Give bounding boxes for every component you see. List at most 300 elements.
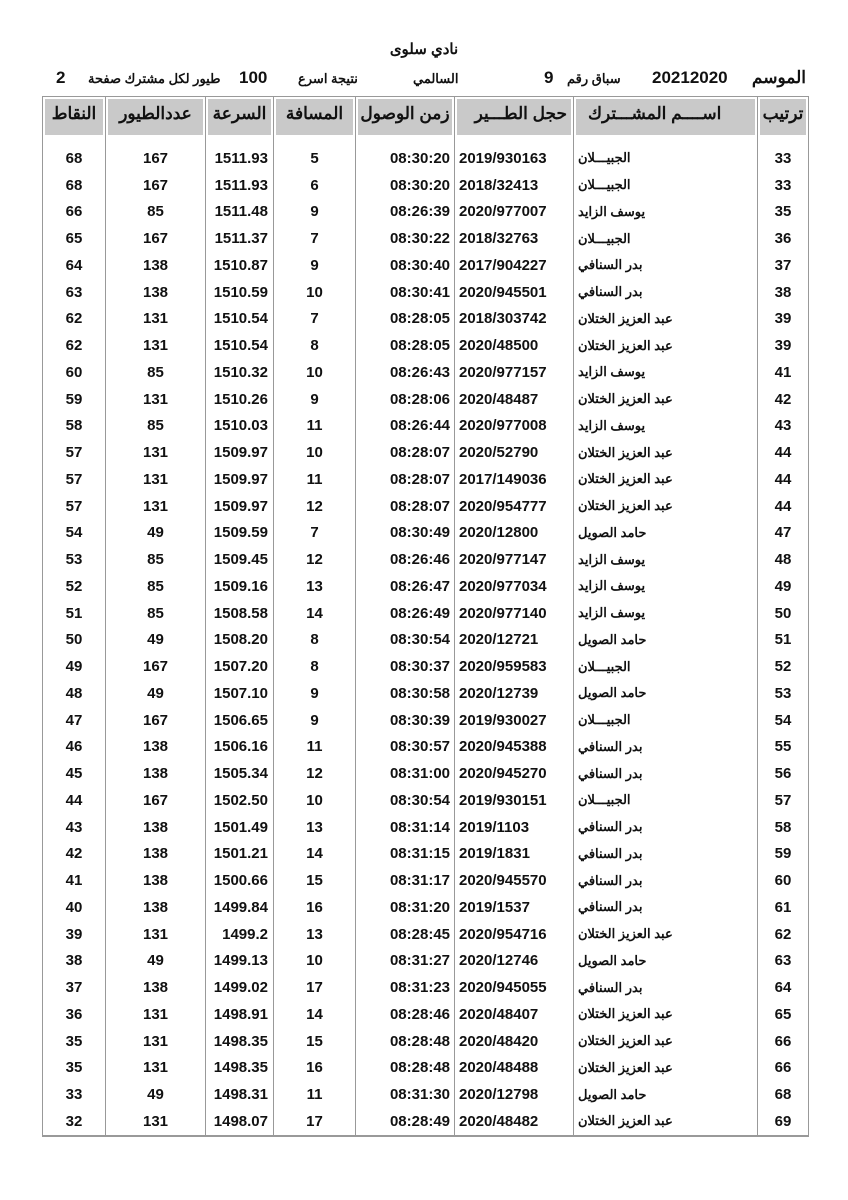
distance-cell: 13 bbox=[274, 921, 356, 948]
header-row bbox=[43, 97, 809, 138]
speed-cell: 1498.91 bbox=[206, 1001, 274, 1028]
header-distance-label: المسافة bbox=[276, 99, 353, 135]
arrival-time-cell: 08:28:06 bbox=[356, 386, 455, 413]
rank-cell: 39 bbox=[758, 306, 809, 333]
rank-cell: 54 bbox=[758, 707, 809, 734]
distance-cell: 7 bbox=[274, 520, 356, 547]
speed-cell: 1506.16 bbox=[206, 734, 274, 761]
distance-cell: 12 bbox=[274, 493, 356, 520]
header-arrival-time bbox=[356, 97, 455, 138]
table-row bbox=[43, 386, 809, 413]
table-row bbox=[43, 520, 809, 547]
speed-cell: 1499.13 bbox=[206, 948, 274, 975]
ring-number-cell: 2018/32413 bbox=[455, 172, 574, 199]
distance-cell: 14 bbox=[274, 600, 356, 627]
table-row bbox=[43, 332, 809, 359]
distance-cell: 6 bbox=[274, 172, 356, 199]
ring-number-cell: 2019/1537 bbox=[455, 894, 574, 921]
distance-cell: 13 bbox=[274, 814, 356, 841]
arrival-time-cell: 08:30:54 bbox=[356, 787, 455, 814]
member-name-cell: بدر السنافي bbox=[574, 841, 758, 868]
header-speed-label: السرعة bbox=[208, 99, 271, 135]
distance-cell: 16 bbox=[274, 894, 356, 921]
speed-cell: 1509.97 bbox=[206, 493, 274, 520]
points-cell: 68 bbox=[43, 172, 106, 199]
points-cell: 38 bbox=[43, 948, 106, 975]
distance-cell: 5 bbox=[274, 137, 356, 172]
ring-number-cell: 2020/945570 bbox=[455, 867, 574, 894]
arrival-time-cell: 08:31:20 bbox=[356, 894, 455, 921]
arrival-time-cell: 08:28:05 bbox=[356, 306, 455, 333]
results-body bbox=[43, 137, 809, 1136]
rank-cell: 43 bbox=[758, 413, 809, 440]
speed-cell: 1501.21 bbox=[206, 841, 274, 868]
points-cell: 54 bbox=[43, 520, 106, 547]
bird-count-cell: 167 bbox=[106, 787, 206, 814]
rank-cell: 57 bbox=[758, 787, 809, 814]
ring-number-cell: 2020/945501 bbox=[455, 279, 574, 306]
arrival-time-cell: 08:31:23 bbox=[356, 974, 455, 1001]
member-name-cell: الجبيـــلان bbox=[574, 653, 758, 680]
table-row bbox=[43, 413, 809, 440]
bird-count-cell: 167 bbox=[106, 707, 206, 734]
ring-number-cell: 2017/149036 bbox=[455, 466, 574, 493]
ring-number-cell: 2020/48487 bbox=[455, 386, 574, 413]
member-name-cell: حامد الصويل bbox=[574, 948, 758, 975]
distance-cell: 11 bbox=[274, 734, 356, 761]
ring-number-cell: 2018/32763 bbox=[455, 225, 574, 252]
member-name-cell: بدر السنافي bbox=[574, 814, 758, 841]
points-cell: 51 bbox=[43, 600, 106, 627]
member-name-cell: عبد العزيز الختلان bbox=[574, 439, 758, 466]
bird-count-cell: 131 bbox=[106, 466, 206, 493]
distance-cell: 9 bbox=[274, 252, 356, 279]
arrival-time-cell: 08:26:47 bbox=[356, 573, 455, 600]
distance-cell: 14 bbox=[274, 1001, 356, 1028]
table-row bbox=[43, 199, 809, 226]
table-row bbox=[43, 734, 809, 761]
table-row bbox=[43, 653, 809, 680]
points-cell: 66 bbox=[43, 199, 106, 226]
arrival-time-cell: 08:28:05 bbox=[356, 332, 455, 359]
table-row bbox=[43, 439, 809, 466]
bird-count-cell: 131 bbox=[106, 1001, 206, 1028]
speed-cell: 1506.65 bbox=[206, 707, 274, 734]
points-cell: 35 bbox=[43, 1028, 106, 1055]
bird-count-cell: 138 bbox=[106, 974, 206, 1001]
speed-cell: 1507.20 bbox=[206, 653, 274, 680]
distance-cell: 10 bbox=[274, 948, 356, 975]
member-name-cell: الجبيـــلان bbox=[574, 137, 758, 172]
bird-count-cell: 131 bbox=[106, 332, 206, 359]
rank-cell: 39 bbox=[758, 332, 809, 359]
rank-cell: 49 bbox=[758, 573, 809, 600]
arrival-time-cell: 08:26:46 bbox=[356, 546, 455, 573]
race-label: سباق رقم bbox=[567, 71, 621, 86]
distance-cell: 11 bbox=[274, 413, 356, 440]
arrival-time-cell: 08:28:49 bbox=[356, 1108, 455, 1136]
points-cell: 37 bbox=[43, 974, 106, 1001]
member-name-cell: عبد العزيز الختلان bbox=[574, 306, 758, 333]
bird-count-cell: 131 bbox=[106, 1108, 206, 1136]
header-rank-label: ترتيب bbox=[760, 99, 806, 135]
points-cell: 48 bbox=[43, 680, 106, 707]
points-cell: 68 bbox=[43, 137, 106, 172]
arrival-time-cell: 08:26:44 bbox=[356, 413, 455, 440]
table-row bbox=[43, 1001, 809, 1028]
ring-number-cell: 2020/52790 bbox=[455, 439, 574, 466]
rank-cell: 36 bbox=[758, 225, 809, 252]
rank-cell: 63 bbox=[758, 948, 809, 975]
rank-cell: 62 bbox=[758, 921, 809, 948]
distance-cell: 17 bbox=[274, 1108, 356, 1136]
bird-count-cell: 167 bbox=[106, 137, 206, 172]
member-name-cell: بدر السنافي bbox=[574, 974, 758, 1001]
table-row bbox=[43, 573, 809, 600]
bird-count-cell: 49 bbox=[106, 520, 206, 547]
table-row bbox=[43, 225, 809, 252]
table-row bbox=[43, 172, 809, 199]
speed-cell: 1499.2 bbox=[206, 921, 274, 948]
ring-number-cell: 2020/977147 bbox=[455, 546, 574, 573]
points-cell: 58 bbox=[43, 413, 106, 440]
table-row bbox=[43, 359, 809, 386]
distance-cell: 12 bbox=[274, 760, 356, 787]
speed-cell: 1498.35 bbox=[206, 1055, 274, 1082]
season-label: الموسم bbox=[751, 68, 806, 87]
table-row bbox=[43, 279, 809, 306]
ring-number-cell: 2017/904227 bbox=[455, 252, 574, 279]
points-cell: 42 bbox=[43, 841, 106, 868]
arrival-time-cell: 08:31:30 bbox=[356, 1081, 455, 1108]
distance-cell: 11 bbox=[274, 466, 356, 493]
bird-count-cell: 85 bbox=[106, 413, 206, 440]
bird-count-cell: 167 bbox=[106, 653, 206, 680]
arrival-time-cell: 08:30:22 bbox=[356, 225, 455, 252]
points-cell: 52 bbox=[43, 573, 106, 600]
distance-cell: 14 bbox=[274, 841, 356, 868]
points-cell: 44 bbox=[43, 787, 106, 814]
bird-count-cell: 131 bbox=[106, 1055, 206, 1082]
season-value: 20212020 bbox=[652, 68, 728, 87]
table-row bbox=[43, 787, 809, 814]
distance-cell: 10 bbox=[274, 279, 356, 306]
member-name-cell: الجبيـــلان bbox=[574, 787, 758, 814]
bird-count-cell: 138 bbox=[106, 279, 206, 306]
header-bird-count-label: عددالطيور bbox=[108, 99, 203, 135]
arrival-time-cell: 08:28:45 bbox=[356, 921, 455, 948]
arrival-time-cell: 08:30:49 bbox=[356, 520, 455, 547]
ring-number-cell: 2018/303742 bbox=[455, 306, 574, 333]
points-cell: 64 bbox=[43, 252, 106, 279]
arrival-time-cell: 08:31:00 bbox=[356, 760, 455, 787]
points-cell: 63 bbox=[43, 279, 106, 306]
table-row bbox=[43, 680, 809, 707]
table-row bbox=[43, 137, 809, 172]
member-name-cell: بدر السنافي bbox=[574, 894, 758, 921]
member-name-cell: يوسف الزايد bbox=[574, 573, 758, 600]
rank-cell: 60 bbox=[758, 867, 809, 894]
ring-number-cell: 2020/977140 bbox=[455, 600, 574, 627]
arrival-time-cell: 08:31:14 bbox=[356, 814, 455, 841]
speed-cell: 1498.35 bbox=[206, 1028, 274, 1055]
race-value: 9 bbox=[544, 68, 554, 87]
speed-cell: 1509.97 bbox=[206, 439, 274, 466]
header-rank bbox=[758, 97, 809, 138]
rank-cell: 66 bbox=[758, 1055, 809, 1082]
rank-cell: 53 bbox=[758, 680, 809, 707]
rank-cell: 35 bbox=[758, 199, 809, 226]
points-cell: 36 bbox=[43, 1001, 106, 1028]
header-member-name bbox=[574, 97, 758, 138]
speed-cell: 1510.32 bbox=[206, 359, 274, 386]
page-number: 2 bbox=[56, 68, 66, 87]
bird-count-cell: 49 bbox=[106, 948, 206, 975]
ring-number-cell: 2020/12798 bbox=[455, 1081, 574, 1108]
fastest-label: نتيجة اسرع bbox=[298, 71, 358, 86]
table-row bbox=[43, 974, 809, 1001]
distance-cell: 10 bbox=[274, 787, 356, 814]
member-name-cell: عبد العزيز الختلان bbox=[574, 1108, 758, 1136]
table-row bbox=[43, 252, 809, 279]
ring-number-cell: 2019/1103 bbox=[455, 814, 574, 841]
bird-count-cell: 138 bbox=[106, 894, 206, 921]
ring-number-cell: 2019/930163 bbox=[455, 137, 574, 172]
rank-cell: 64 bbox=[758, 974, 809, 1001]
arrival-time-cell: 08:28:48 bbox=[356, 1028, 455, 1055]
speed-cell: 1510.54 bbox=[206, 306, 274, 333]
points-cell: 57 bbox=[43, 493, 106, 520]
distance-cell: 17 bbox=[274, 974, 356, 1001]
speed-cell: 1510.59 bbox=[206, 279, 274, 306]
points-cell: 40 bbox=[43, 894, 106, 921]
fastest-value: 100 bbox=[239, 68, 268, 87]
arrival-time-cell: 08:30:20 bbox=[356, 137, 455, 172]
ring-number-cell: 2020/12746 bbox=[455, 948, 574, 975]
points-cell: 39 bbox=[43, 921, 106, 948]
table-row bbox=[43, 493, 809, 520]
arrival-time-cell: 08:31:15 bbox=[356, 841, 455, 868]
arrival-time-cell: 08:30:20 bbox=[356, 172, 455, 199]
arrival-time-cell: 08:31:27 bbox=[356, 948, 455, 975]
speed-cell: 1511.48 bbox=[206, 199, 274, 226]
speed-cell: 1511.37 bbox=[206, 225, 274, 252]
rank-cell: 33 bbox=[758, 172, 809, 199]
rank-cell: 37 bbox=[758, 252, 809, 279]
header-bird-count bbox=[106, 97, 206, 138]
table-row bbox=[43, 894, 809, 921]
arrival-time-cell: 08:26:49 bbox=[356, 600, 455, 627]
points-cell: 45 bbox=[43, 760, 106, 787]
points-cell: 35 bbox=[43, 1055, 106, 1082]
points-cell: 53 bbox=[43, 546, 106, 573]
points-cell: 41 bbox=[43, 867, 106, 894]
ring-number-cell: 2020/12721 bbox=[455, 627, 574, 654]
member-name-cell: عبد العزيز الختلان bbox=[574, 1001, 758, 1028]
member-name-cell: الجبيـــلان bbox=[574, 707, 758, 734]
ring-number-cell: 2020/954716 bbox=[455, 921, 574, 948]
table-row bbox=[43, 921, 809, 948]
rank-cell: 44 bbox=[758, 466, 809, 493]
member-name-cell: يوسف الزايد bbox=[574, 600, 758, 627]
speed-cell: 1510.54 bbox=[206, 332, 274, 359]
distance-cell: 15 bbox=[274, 867, 356, 894]
bird-count-cell: 49 bbox=[106, 627, 206, 654]
speed-cell: 1505.34 bbox=[206, 760, 274, 787]
per-member-label: طيور لكل مشترك صفحة bbox=[88, 71, 221, 86]
member-name-cell: يوسف الزايد bbox=[574, 199, 758, 226]
table-row bbox=[43, 1081, 809, 1108]
speed-cell: 1509.97 bbox=[206, 466, 274, 493]
member-name-cell: يوسف الزايد bbox=[574, 546, 758, 573]
member-name-cell: عبد العزيز الختلان bbox=[574, 386, 758, 413]
distance-cell: 7 bbox=[274, 225, 356, 252]
ring-number-cell: 2020/12739 bbox=[455, 680, 574, 707]
speed-cell: 1510.26 bbox=[206, 386, 274, 413]
speed-cell: 1511.93 bbox=[206, 137, 274, 172]
points-cell: 57 bbox=[43, 466, 106, 493]
rank-cell: 69 bbox=[758, 1108, 809, 1136]
table-row bbox=[43, 1028, 809, 1055]
points-cell: 60 bbox=[43, 359, 106, 386]
distance-cell: 15 bbox=[274, 1028, 356, 1055]
table-row bbox=[43, 948, 809, 975]
speed-cell: 1509.45 bbox=[206, 546, 274, 573]
distance-cell: 9 bbox=[274, 386, 356, 413]
rank-cell: 55 bbox=[758, 734, 809, 761]
distance-cell: 9 bbox=[274, 199, 356, 226]
arrival-time-cell: 08:28:07 bbox=[356, 439, 455, 466]
table-row bbox=[43, 600, 809, 627]
distance-cell: 11 bbox=[274, 1081, 356, 1108]
table-row bbox=[43, 627, 809, 654]
points-cell: 62 bbox=[43, 332, 106, 359]
rank-cell: 50 bbox=[758, 600, 809, 627]
member-name-cell: عبد العزيز الختلان bbox=[574, 1055, 758, 1082]
member-name-cell: بدر السنافي bbox=[574, 252, 758, 279]
member-name-cell: يوسف الزايد bbox=[574, 413, 758, 440]
table-row bbox=[43, 841, 809, 868]
table-row bbox=[43, 707, 809, 734]
ring-number-cell: 2020/977157 bbox=[455, 359, 574, 386]
distance-cell: 12 bbox=[274, 546, 356, 573]
member-name-cell: حامد الصويل bbox=[574, 520, 758, 547]
ring-number-cell: 2020/977008 bbox=[455, 413, 574, 440]
points-cell: 62 bbox=[43, 306, 106, 333]
arrival-time-cell: 08:30:57 bbox=[356, 734, 455, 761]
header-speed bbox=[206, 97, 274, 138]
arrival-time-cell: 08:28:46 bbox=[356, 1001, 455, 1028]
results-table bbox=[42, 96, 809, 1137]
points-cell: 65 bbox=[43, 225, 106, 252]
speed-cell: 1509.16 bbox=[206, 573, 274, 600]
points-cell: 47 bbox=[43, 707, 106, 734]
points-cell: 57 bbox=[43, 439, 106, 466]
rank-cell: 38 bbox=[758, 279, 809, 306]
member-name-cell: عبد العزيز الختلان bbox=[574, 466, 758, 493]
distance-cell: 10 bbox=[274, 359, 356, 386]
member-name-cell: بدر السنافي bbox=[574, 279, 758, 306]
ring-number-cell: 2020/48482 bbox=[455, 1108, 574, 1136]
ring-number-cell: 2019/1831 bbox=[455, 841, 574, 868]
member-name-cell: يوسف الزايد bbox=[574, 359, 758, 386]
rank-cell: 61 bbox=[758, 894, 809, 921]
bird-count-cell: 138 bbox=[106, 734, 206, 761]
bird-count-cell: 131 bbox=[106, 1028, 206, 1055]
points-cell: 33 bbox=[43, 1081, 106, 1108]
bird-count-cell: 138 bbox=[106, 867, 206, 894]
location: السالمي bbox=[413, 71, 459, 86]
bird-count-cell: 131 bbox=[106, 921, 206, 948]
bird-count-cell: 85 bbox=[106, 600, 206, 627]
rank-cell: 59 bbox=[758, 841, 809, 868]
header-ring-number-label: حجل الطـــير bbox=[457, 99, 571, 135]
bird-count-cell: 85 bbox=[106, 199, 206, 226]
speed-cell: 1508.20 bbox=[206, 627, 274, 654]
arrival-time-cell: 08:26:43 bbox=[356, 359, 455, 386]
ring-number-cell: 2020/945270 bbox=[455, 760, 574, 787]
arrival-time-cell: 08:28:07 bbox=[356, 466, 455, 493]
rank-cell: 52 bbox=[758, 653, 809, 680]
table-row bbox=[43, 546, 809, 573]
ring-number-cell: 2020/977007 bbox=[455, 199, 574, 226]
ring-number-cell: 2020/954777 bbox=[455, 493, 574, 520]
distance-cell: 13 bbox=[274, 573, 356, 600]
arrival-time-cell: 08:31:17 bbox=[356, 867, 455, 894]
distance-cell: 8 bbox=[274, 627, 356, 654]
bird-count-cell: 49 bbox=[106, 680, 206, 707]
speed-cell: 1510.87 bbox=[206, 252, 274, 279]
arrival-time-cell: 08:30:40 bbox=[356, 252, 455, 279]
speed-cell: 1499.84 bbox=[206, 894, 274, 921]
arrival-time-cell: 08:30:39 bbox=[356, 707, 455, 734]
speed-cell: 1502.50 bbox=[206, 787, 274, 814]
bird-count-cell: 49 bbox=[106, 1081, 206, 1108]
speed-cell: 1509.59 bbox=[206, 520, 274, 547]
rank-cell: 51 bbox=[758, 627, 809, 654]
speed-cell: 1498.07 bbox=[206, 1108, 274, 1136]
rank-cell: 42 bbox=[758, 386, 809, 413]
header-member-name-label: اســــم المشـــترك bbox=[576, 99, 755, 135]
header-points-label: النقاط bbox=[45, 99, 103, 135]
club-name: نادي سلوى bbox=[389, 41, 459, 58]
member-name-cell: الجبيـــلان bbox=[574, 225, 758, 252]
member-name-cell: حامد الصويل bbox=[574, 627, 758, 654]
bird-count-cell: 85 bbox=[106, 359, 206, 386]
distance-cell: 8 bbox=[274, 332, 356, 359]
speed-cell: 1507.10 bbox=[206, 680, 274, 707]
table-row bbox=[43, 306, 809, 333]
rank-cell: 47 bbox=[758, 520, 809, 547]
arrival-time-cell: 08:26:39 bbox=[356, 199, 455, 226]
rank-cell: 56 bbox=[758, 760, 809, 787]
ring-number-cell: 2019/930151 bbox=[455, 787, 574, 814]
speed-cell: 1511.93 bbox=[206, 172, 274, 199]
table-row bbox=[43, 1055, 809, 1082]
bird-count-cell: 138 bbox=[106, 814, 206, 841]
table-row bbox=[43, 867, 809, 894]
ring-number-cell: 2020/48488 bbox=[455, 1055, 574, 1082]
ring-number-cell: 2020/12800 bbox=[455, 520, 574, 547]
bird-count-cell: 131 bbox=[106, 439, 206, 466]
points-cell: 43 bbox=[43, 814, 106, 841]
member-name-cell: الجبيـــلان bbox=[574, 172, 758, 199]
ring-number-cell: 2020/945055 bbox=[455, 974, 574, 1001]
ring-number-cell: 2020/48500 bbox=[455, 332, 574, 359]
rank-cell: 33 bbox=[758, 137, 809, 172]
member-name-cell: حامد الصويل bbox=[574, 680, 758, 707]
header-points bbox=[43, 97, 106, 138]
